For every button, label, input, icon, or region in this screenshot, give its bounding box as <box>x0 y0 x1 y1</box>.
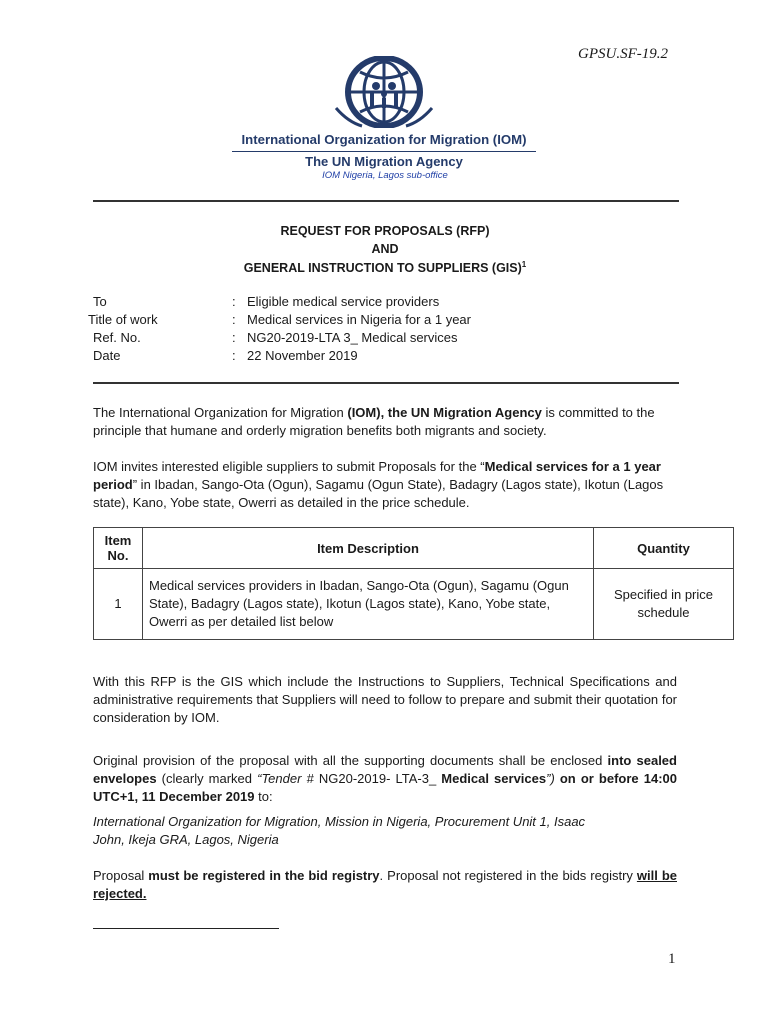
cell-item-description: Medical services providers in Ibadan, Sango-Ota (Ogun), Sagamu (Ogun State), Badagry (Lagos state), Ikotun (Lagos state), Kano, Yobe state, Owerri as per detailed list below <box>143 569 594 640</box>
submission-bold-b: into sealed envelopes <box>93 753 677 786</box>
gis-paragraph: With this RFP is the GIS which include the Instructions to Suppliers, Technical Specifications and administrative requirements that Suppliers will need to follow to prepare and submit their quotation for consideration by IOM. <box>93 674 677 725</box>
meta-colon-title: : <box>232 312 236 327</box>
registry-paragraph <box>93 867 677 903</box>
intro-paragraph-2 <box>93 458 677 512</box>
submission-text-a: Original provision of the proposal with all the supporting documents shall be enclosed <box>93 753 608 768</box>
meta-value-title: Medical services in Nigeria for a 1 year <box>247 312 471 327</box>
submission-text-c: (clearly marked <box>156 771 258 786</box>
meta-value-date: 22 November 2019 <box>247 348 358 363</box>
intro-p1-text-a: The International Organization for Migration <box>93 405 348 420</box>
intro-p1-bold: (IOM), the UN Migration Agency <box>347 405 542 420</box>
submission-paragraph <box>93 752 677 806</box>
header-quantity: Quantity <box>594 528 734 569</box>
meta-label-to: To <box>93 294 107 309</box>
submission-text-e: NG20-2019- LTA-3_ <box>318 771 442 786</box>
registry-text-a: Proposal <box>93 868 149 883</box>
intro-p2-text-a: IOM invites interested eligible suppliers to submit Proposals for the “ <box>93 459 485 474</box>
meta-value-ref: NG20-2019-LTA 3_ Medical services <box>247 330 458 345</box>
iom-logo <box>232 56 536 184</box>
cell-quantity: Specified in price schedule <box>594 569 734 640</box>
submission-text-i: to: <box>254 789 273 804</box>
meta-divider <box>93 382 679 384</box>
title-line-3 <box>0 260 770 275</box>
page-number: 1 <box>668 951 676 967</box>
meta-label-title: Title of work <box>88 312 158 327</box>
meta-label-date: Date <box>93 348 121 363</box>
meta-value-to: Eligible medical service providers <box>247 294 440 309</box>
submission-italic-d: “Tender # <box>257 771 319 786</box>
registry-text-c: . Proposal not registered in the bids registry <box>379 868 637 883</box>
header-item-description: Item Description <box>143 528 594 569</box>
items-table <box>93 527 734 640</box>
title-line-1: REQUEST FOR PROPOSALS (RFP) <box>280 224 490 238</box>
submission-bold-h: on or before 14:00 UTC+1, 11 December 2019 <box>93 771 677 804</box>
submission-italic-g: ”) <box>546 771 560 786</box>
intro-p2-bold: Medical services for a 1 year period <box>93 459 661 492</box>
org-tagline: The UN Migration Agency <box>305 154 463 169</box>
meta-colon-ref: : <box>232 330 236 345</box>
table-row <box>94 569 734 640</box>
title-line-2: AND <box>371 242 399 256</box>
meta-colon-to: : <box>232 294 236 309</box>
footnote-mark: 1 <box>521 260 527 269</box>
iom-emblem-icon <box>332 56 436 128</box>
header-item-no: Item No. <box>94 528 143 569</box>
form-code: GPSU.SF-19.2 <box>578 46 668 62</box>
registry-bold-b: must be registered in the bid registry <box>148 868 380 883</box>
sub-office: IOM Nigeria, Lagos sub-office <box>322 170 448 181</box>
submission-bold-f: Medical services <box>441 771 547 786</box>
top-divider <box>93 200 679 202</box>
org-divider <box>232 151 536 152</box>
intro-p1-text-c: is committed to the principle that humane and orderly migration benefits both migrants and society. <box>93 405 655 438</box>
org-name: International Organization for Migration (IOM) <box>241 132 527 147</box>
address: International Organization for Migration, Mission in Nigeria, Procurement Unit 1, Isaac John, Ikeja GRA, Lagos, Nigeria <box>93 814 586 847</box>
registry-bold-underline-d: will be rejected. <box>93 868 677 901</box>
intro-p2-text-c: ” in Ibadan, Sango-Ota (Ogun), Sagamu (Ogun State), Badagry (Lagos state), Ikotun (Lagos state), Kano, Yobe state, Owerri as detailed in the price schedule. <box>93 477 664 510</box>
intro-paragraph-1 <box>93 404 677 440</box>
cell-item-no: 1 <box>94 569 143 640</box>
footnote-separator <box>93 928 279 929</box>
table-header-row <box>94 528 734 569</box>
meta-label-ref: Ref. No. <box>93 330 141 345</box>
title-line-3-text: GENERAL INSTRUCTION TO SUPPLIERS (GIS) <box>243 261 522 276</box>
meta-colon-date: : <box>232 348 236 363</box>
